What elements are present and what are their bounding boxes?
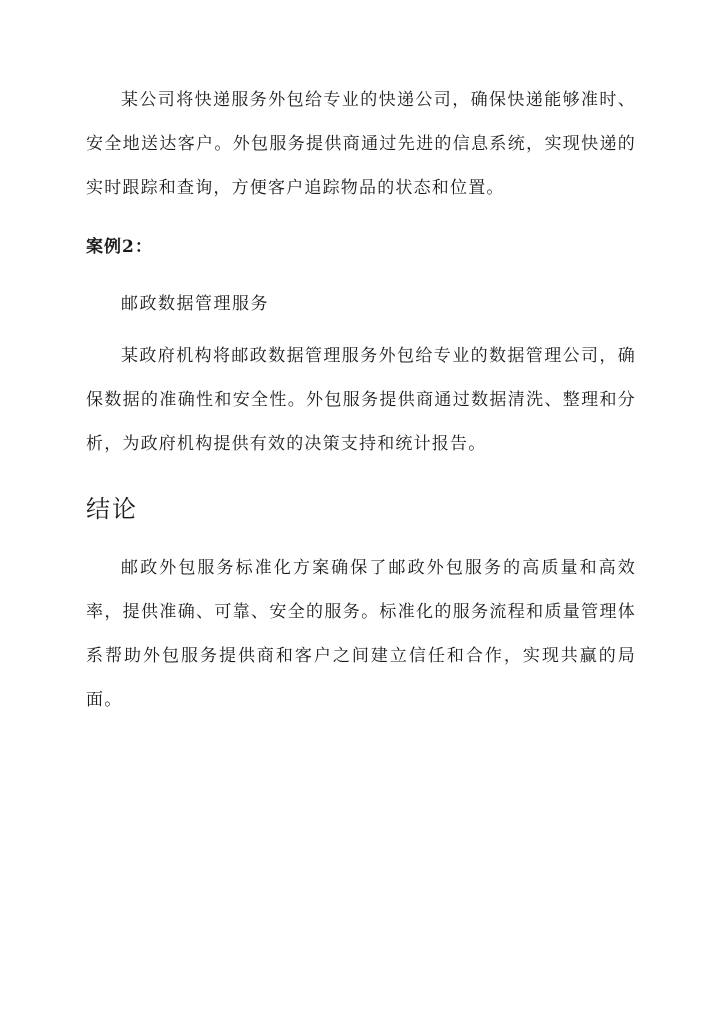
conclusion-heading: 结论 xyxy=(86,495,138,523)
conclusion-paragraph: 邮政外包服务标准化方案确保了邮政外包服务的高质量和高效率，提供准确、可靠、安全的服务。标准化的服务流程和质量管理体系帮助外包服务提供商和客户之间建立信任和合作，实现共赢的局面。 xyxy=(86,558,636,710)
case2-title: 邮政数据管理服务 xyxy=(121,294,269,314)
case1-paragraph: 某公司将快递服务外包给专业的快递公司，确保快递能够准时、安全地送达客户。外包服务提供商通过先进的信息系统，实现快递的实时跟踪和查询，方便客户追踪物品的状态和位置。 xyxy=(86,90,636,198)
case2-paragraph: 某政府机构将邮政数据管理服务外包给专业的数据管理公司，确保数据的准确性和安全性。外包服务提供商通过数据清洗、整理和分析，为政府机构提供有效的决策支持和统计报告。 xyxy=(86,346,636,454)
case2-label: 案例2： xyxy=(86,237,153,257)
